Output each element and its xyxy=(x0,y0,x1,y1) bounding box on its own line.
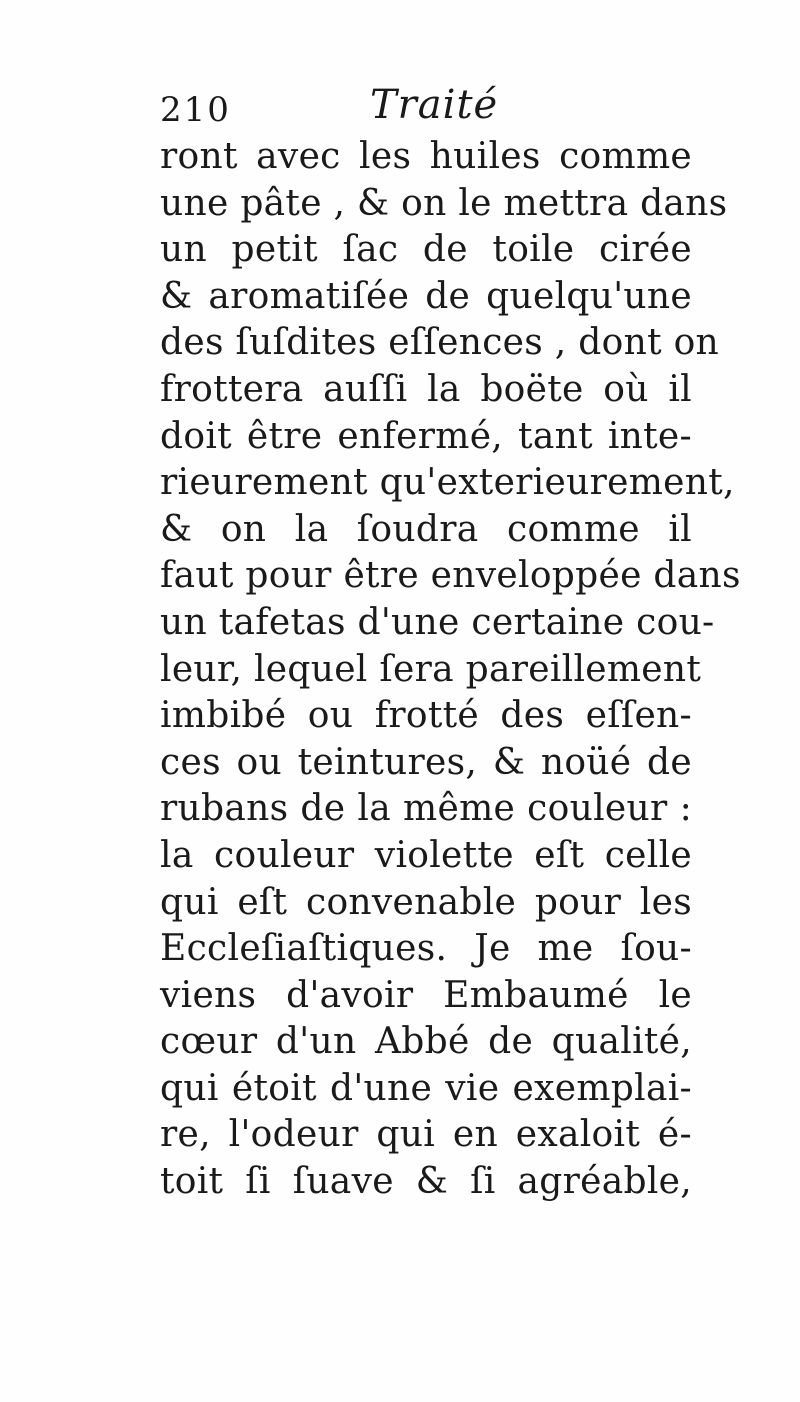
text-line: doit être enfermé, tant inte- xyxy=(160,415,692,457)
text-line: cœur d'un Abbé de qualité, xyxy=(160,1021,692,1063)
text-line: une pâte , & on le mettra dans xyxy=(160,182,728,224)
text-line: toit ſi ſuave & ſi agréable, xyxy=(160,1161,692,1203)
text-line: & on la ſoudra comme il xyxy=(160,508,692,550)
text-line: rieurement qu'exterieurement, xyxy=(160,462,735,504)
text-line: qui eſt convenable pour les xyxy=(160,881,692,923)
body-text xyxy=(160,134,741,1206)
text-line: faut pour être enveloppée dans xyxy=(160,555,741,597)
text-line: viens d'avoir Embaumé le xyxy=(160,974,692,1016)
text-line: rubans de la même couleur : xyxy=(160,788,692,830)
page-header xyxy=(160,82,700,134)
text-line: des ſuſdites eſſences , dont on xyxy=(160,322,720,364)
text-line: ront avec les huiles comme xyxy=(160,136,692,177)
text-line: frottera auſſi la boëte où il xyxy=(160,368,692,410)
running-head: Traité xyxy=(370,82,499,128)
text-line: & aromatiſée de quelqu'une xyxy=(160,275,692,317)
text-line: un petit ſac de toile cirée xyxy=(160,229,692,271)
text-line: qui étoit d'une vie exemplai- xyxy=(160,1067,692,1109)
text-line: Eccleſiaſtiques. Je me ſou- xyxy=(160,928,692,970)
text-line: imbibé ou frotté des eſſen- xyxy=(160,695,692,737)
text-line: ces ou teintures, & noüé de xyxy=(160,741,692,783)
text-line: leur, lequel ſera pareillement xyxy=(160,648,702,690)
text-line: la couleur violette eſt celle xyxy=(160,834,692,876)
page-number: 210 xyxy=(160,90,231,130)
text-line: un tafetas d'une certaine cou- xyxy=(160,601,715,643)
text-line: re, l'odeur qui en exaloit é- xyxy=(160,1114,692,1156)
